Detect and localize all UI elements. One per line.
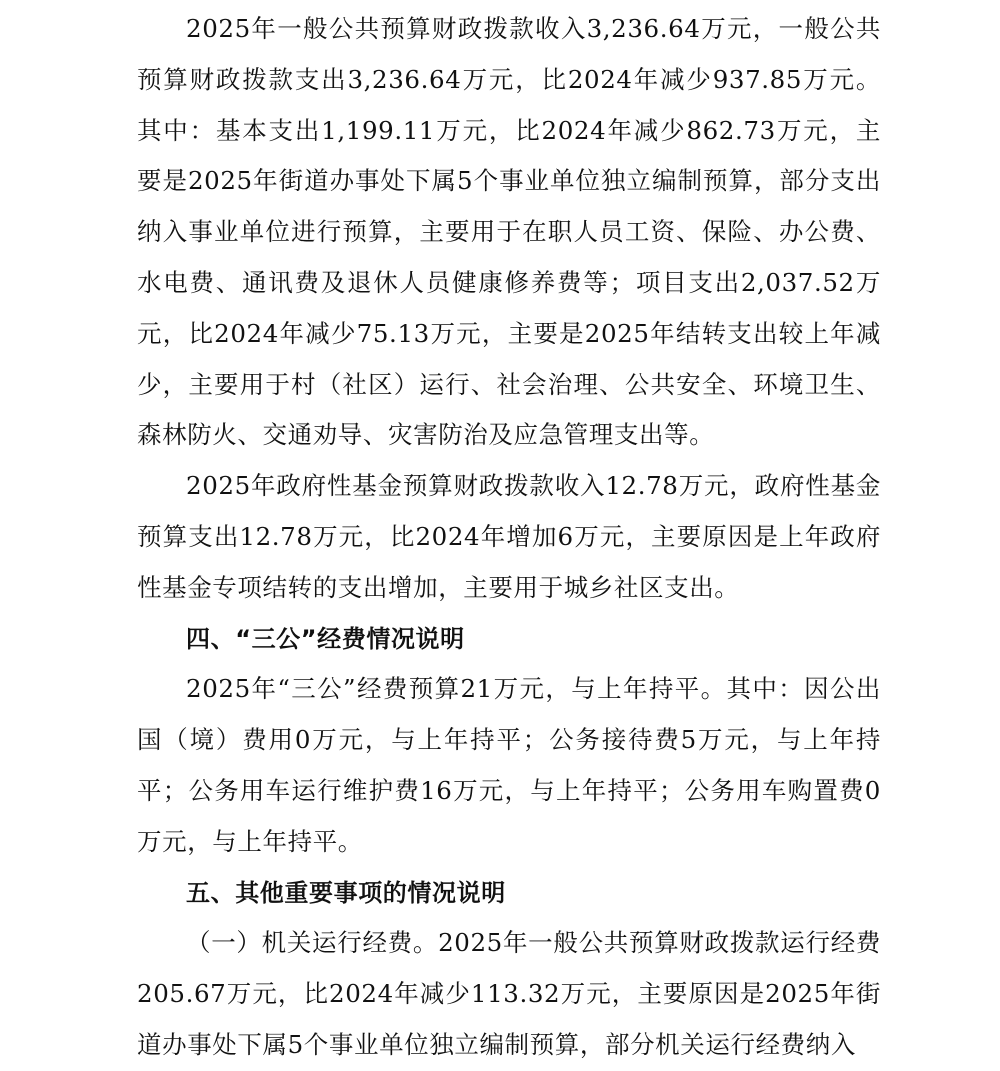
paragraph-three-public: 2025年“三公”经费预算21万元，与上年持平。其中：因公出国（境）费用0万元，与上年持平；公务接待费5万元，与上年持平；公务用车运行维护费16万元，与上年持平；公务用车购置费0万元，与上年持平。 xyxy=(137,674,881,856)
paragraph-general-budget: 2025年一般公共预算财政拨款收入3,236.64万元，一般公共预算财政拨款支出3,236.64万元，比2024年减少937.85万元。其中：基本支出1,199.11万元，比2024年减少862.73万元，主要是2025年街道办事处下属5个事业单位独立编制预算，部分支出纳入事业单位进行预算，主要用于在职人员工资、保险、办公费、水电费、通讯费及退休人员健康修养费等；项目支出2,037.52万元，比2024年减少75.13万元，主要是2025年结转支出较上年减少，主要用于村（社区）运行、社会治理、公共安全、环境卫生、森林防火、交通劝导、灾害防治及应急管理支出等。 xyxy=(137,14,881,450)
document-page xyxy=(137,4,881,1071)
section-heading-other-matters: 五、其他重要事项的情况说明 xyxy=(186,878,506,907)
paragraph-operating-funds: （一）机关运行经费。2025年一般公共预算财政拨款运行经费205.67万元，比2024年减少113.32万元，主要原因是2025年街道办事处下属5个事业单位独立编制预算，部分机关运行经费纳入 xyxy=(137,928,881,1059)
paragraph-government-fund: 2025年政府性基金预算财政拨款收入12.78万元，政府性基金预算支出12.78万元，比2024年增加6万元，主要原因是上年政府性基金专项结转的支出增加，主要用于城乡社区支出。 xyxy=(137,471,881,602)
section-heading-three-public: 四、“三公”经费情况说明 xyxy=(186,624,465,653)
